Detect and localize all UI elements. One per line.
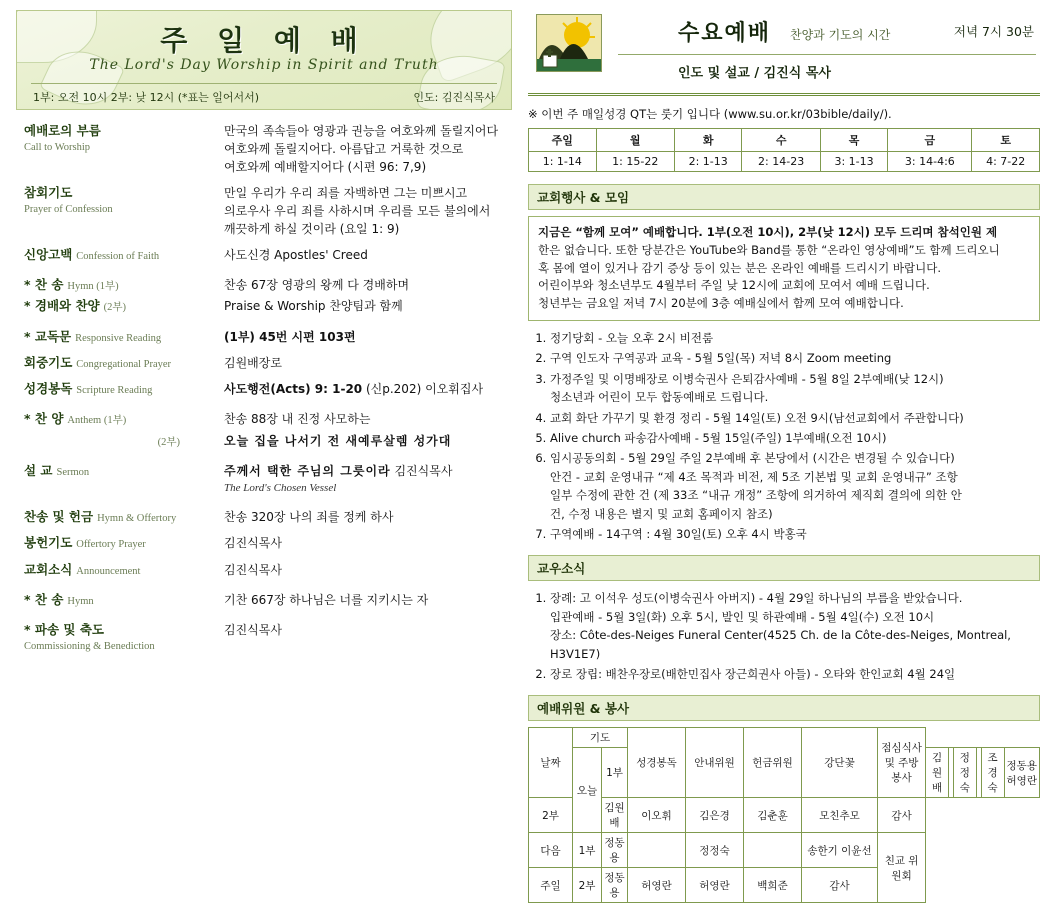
table-cell: 4: 7-22 — [972, 152, 1040, 172]
events-list — [528, 329, 1040, 543]
duty-kitchen: 정동용 허영란 — [1004, 748, 1040, 798]
table-header-cell: 수 — [742, 129, 820, 152]
order-value-line: 오늘 집을 나서기 전 새예루살렘 성가대 — [224, 433, 452, 448]
order-label-en: Scripture Reading — [76, 385, 153, 397]
fellowship-text: 장례: 고 이석우 성도(이병숙권사 아버지) - 4월 29일 하나님의 부름을 받았습니다. — [550, 591, 963, 606]
duty-offering — [744, 833, 802, 868]
scripture-reference: 사도행전(Acts) 9: 1-20 — [224, 382, 363, 397]
order-label-ko: * 교독문 — [24, 328, 72, 344]
order-label-ko: * 찬 양 — [24, 411, 64, 427]
order-label-en: Hymn — [67, 595, 94, 607]
wednesday-preacher: 인도 및 설교 / 김진식 목사 — [678, 66, 831, 81]
order-label-ko: 참회기도 — [24, 185, 73, 200]
order-label-ko: 교회소식 — [24, 561, 73, 577]
event-text: 구역예배 - 14구역 : 4월 30일(토) 오후 4시 박홍국 — [550, 526, 807, 541]
event-text: 구역 인도자 구역공과 교육 - 5월 5일(목) 저녁 8시 Zoom meeting — [550, 351, 892, 366]
table-header-cell: 금 — [888, 129, 972, 152]
section-header-events: 교회행사 & 모임 — [528, 184, 1040, 210]
order-value-line: 의로우사 우리 죄를 사하시며 우리를 모든 불의에서 — [224, 204, 491, 218]
order-label-ko: * 경배와 찬양 — [24, 298, 100, 314]
service-times: 1부: 오전 10시 2부: 낮 12시 (*표는 일어서서) — [33, 91, 260, 104]
notice-line: 혹 몸에 열이 있거나 감기 증상 등이 있는 분은 온라인 예배를 드리시기 바랍니다. — [538, 260, 942, 275]
order-row — [16, 561, 512, 579]
table-header-cell: 토 — [972, 129, 1040, 152]
section-header-duty: 예배위원 & 봉사 — [528, 695, 1040, 721]
duty-flower: 조경숙 — [981, 748, 1004, 798]
duty-flower: 송한기 이윤선 — [802, 833, 878, 868]
sermon-preacher: 김진식목사 — [390, 463, 453, 478]
duty-kitchen: 감사 — [878, 798, 926, 833]
wednesday-subtitle: 찬양과 기도의 시간 — [790, 28, 891, 42]
duty-scripture: 이오휘 — [628, 798, 686, 833]
table-header-cell: 점심식사 및 주방봉사 — [878, 728, 926, 798]
order-label-en: Announcement — [76, 565, 141, 577]
right-column — [520, 0, 1056, 900]
table-row — [529, 833, 1040, 868]
table-header-cell: 안내위원 — [686, 728, 744, 798]
order-label-en: (2부) — [157, 436, 180, 448]
table-header-cell: 화 — [674, 129, 742, 152]
order-row — [16, 508, 512, 526]
order-value-line: 깨끗하게 하실 것이라 (요일 1: 9) — [224, 222, 400, 236]
duty-prayer: 정동용 — [602, 833, 628, 868]
worship-notice — [528, 216, 1040, 321]
wednesday-title: 수요예배 — [678, 21, 772, 46]
order-label-en: Confession of Faith — [76, 251, 160, 262]
wednesday-service-header — [528, 10, 1040, 96]
table-header-cell: 성경봉독 — [628, 728, 686, 798]
order-row — [16, 276, 512, 294]
order-row — [16, 297, 512, 315]
order-row — [16, 328, 512, 346]
order-row — [16, 354, 512, 372]
page-title: 주 일 예 배 — [160, 24, 368, 57]
event-text: 정기당회 - 오늘 오후 2시 비전룸 — [550, 331, 714, 346]
service-leader: 인도: 김진식목사 — [413, 91, 495, 104]
left-column — [0, 0, 520, 816]
duty-part: 2부 — [529, 798, 573, 833]
event-text: 임시공동의회 - 5월 29일 주일 2부예배 후 본당에서 (시간은 변경될 수 있습니다) — [550, 451, 955, 466]
order-value-line: 김진식목사 — [224, 562, 282, 577]
duty-table — [528, 727, 1040, 903]
order-row — [16, 184, 512, 238]
list-item — [550, 665, 1040, 683]
list-item — [550, 349, 1040, 367]
table-cell: 1: 15-22 — [596, 152, 674, 172]
daily-bible-table — [528, 128, 1040, 172]
order-row — [16, 621, 512, 654]
header-divider — [618, 54, 1036, 55]
order-row — [16, 462, 512, 497]
church-logo-icon — [536, 14, 602, 72]
order-label-en: Commissioning & Benediction — [24, 641, 155, 653]
order-of-service — [16, 122, 512, 654]
event-text-cont: 건, 수정 내용은 별지 및 교회 홈페이지 참조) — [550, 506, 773, 521]
duty-scripture — [628, 833, 686, 868]
duty-offering: 백희준 — [744, 868, 802, 903]
order-value-line: 찬송 320장 나의 죄를 정케 하사 — [224, 510, 394, 525]
qt-note: ※ 이번 주 매일성경 QT는 룻기 입니다 (www.su.or.kr/03bible/daily/). — [528, 107, 892, 121]
fellowship-list — [528, 589, 1040, 683]
table-row — [529, 152, 1040, 172]
duty-usher: 김은경 — [686, 798, 744, 833]
order-value-line: 여호와께 예배할지어다 (시편 96: 7,9) — [224, 160, 427, 174]
page-subtitle: The Lord's Day Worship in Spirit and Truth — [89, 57, 439, 73]
table-header-cell: 주일 — [529, 129, 597, 152]
table-cell: 3: 1-13 — [820, 152, 888, 172]
event-text: 교회 화단 가꾸기 및 환경 정리 - 5월 14일(토) 오전 9시(남선교회에서 주관합니다) — [550, 410, 964, 425]
order-value-line: 김원배장로 — [224, 355, 282, 370]
order-value-line: 찬송 88장 내 진정 사모하는 — [224, 412, 371, 427]
order-label-ko: * 찬 송 — [24, 591, 64, 607]
duty-prayer: 김원배 — [602, 798, 628, 833]
order-value-line: 김진식목사 — [224, 536, 282, 551]
logo-svg — [537, 15, 601, 71]
header-divider — [31, 83, 497, 84]
duty-prayer: 정동용 — [602, 868, 628, 903]
sermon-title-ko: 주께서 택한 주님의 그릇이라 — [224, 463, 391, 478]
order-row — [16, 534, 512, 552]
order-value-line: 만국의 족속들아 영광과 권능을 여호와께 돌릴지어다 — [224, 124, 499, 138]
order-label-ko: 봉헌기도 — [24, 535, 73, 551]
notice-line: 어린이부와 청소년부도 4월부터 주일 낮 12시에 교회에 모여서 예배 드립니다. — [538, 278, 930, 293]
order-label-en: Hymn (1부) — [67, 281, 119, 293]
list-item — [550, 589, 1040, 663]
order-label-en: Sermon — [56, 466, 90, 478]
order-label-en: Call to Worship — [24, 142, 91, 154]
order-label-en: (2부) — [103, 302, 126, 314]
order-row — [16, 380, 512, 398]
order-label-en: Congregational Prayer — [76, 358, 172, 370]
event-text: Alive church 파송감사예배 - 5월 15일(주일) 1부예배(오전 10시) — [550, 431, 887, 446]
table-row — [529, 798, 1040, 833]
order-row — [16, 432, 512, 450]
table-row — [529, 728, 1040, 748]
duty-scripture: 허영란 — [628, 868, 686, 903]
table-cell: 3: 14-4:6 — [888, 152, 972, 172]
event-text-cont: 안건 - 교회 운영내규 “제 4조 목적과 비전, 제 5조 기본법 및 교회 운영내규” 조항 — [550, 469, 958, 484]
order-row — [16, 591, 512, 609]
duty-usher: 허영란 — [686, 868, 744, 903]
order-label-ko: 설 교 — [24, 462, 53, 478]
duty-day: 다음 — [529, 833, 573, 868]
duty-part: 2부 — [573, 868, 602, 903]
event-text: 가정주일 및 이명배장로 이병숙권사 은퇴감사예배 - 5월 8일 2부예배(낮 12시) — [550, 371, 944, 386]
duty-prayer: 김원배 — [926, 748, 949, 798]
notice-line: 청년부는 금요일 저녁 7시 20분에 3층 예배실에서 함께 모여 예배합니다. — [538, 296, 904, 311]
table-header-cell: 헌금위원 — [744, 728, 802, 798]
sermon-title-en: The Lord's Chosen Vessel — [224, 481, 337, 494]
wednesday-time: 저녁 7시 30분 — [953, 24, 1034, 39]
table-row — [529, 868, 1040, 903]
order-label-ko: * 찬 송 — [24, 277, 64, 293]
fellowship-text-cont: 입관예배 - 5월 3일(화) 오후 5시, 발인 및 하관예배 - 5월 4일(수) 오전 10시 — [550, 609, 935, 624]
duty-kitchen: 친교 위원회 — [878, 833, 926, 903]
scripture-detail: (신p.202) 이오휘집사 — [362, 382, 484, 397]
order-value-line: (1부) 45번 시편 103편 — [224, 329, 356, 344]
table-header-cell: 월 — [596, 129, 674, 152]
order-label-ko: 찬송 및 헌금 — [24, 509, 94, 525]
duty-usher: 정정숙 — [686, 833, 744, 868]
duty-part: 1부 — [573, 833, 602, 868]
table-row — [529, 129, 1040, 152]
order-value-line: 기찬 667장 하나님은 너를 지키시는 자 — [224, 592, 429, 607]
list-item — [550, 370, 1040, 407]
notice-line: 지금은 “함께 모여” 예배합니다. 1부(오전 10시), 2부(낮 12시) 모두 드리며 참석인원 제 — [538, 225, 998, 239]
order-row — [16, 122, 512, 176]
duty-part: 1부 — [602, 748, 628, 798]
duty-flower: 감사 — [802, 868, 878, 903]
duty-usher: 정정숙 — [953, 748, 976, 798]
duty-day: 오늘 — [573, 748, 602, 833]
table-header-cell: 목 — [820, 129, 888, 152]
table-cell: 2: 1-13 — [674, 152, 742, 172]
order-label-en: Responsive Reading — [75, 332, 162, 344]
order-label-ko: * 파송 및 축도 — [24, 622, 104, 638]
event-text-cont: 청소년과 어린이 모두 합동예배로 드립니다. — [550, 390, 769, 405]
order-label-en: Hymn & Offertory — [97, 513, 177, 525]
order-value-line: 만일 우리가 우리 죄를 자백하면 그는 미쁘시고 — [224, 186, 468, 200]
order-value-line: 찬송 67장 영광의 왕께 다 경배하며 — [224, 278, 410, 293]
order-label-ko: 예배로의 부름 — [24, 123, 101, 138]
duty-day: 주일 — [529, 868, 573, 903]
sunday-service-header — [16, 10, 512, 110]
list-item — [550, 525, 1040, 543]
order-label-en: Prayer of Confession — [24, 204, 113, 216]
event-text-cont: 일부 수정에 관한 건 (제 33조 “내규 개정” 조항에 의거하여 제직회 결의에 의한 안 — [550, 488, 962, 503]
table-header-cell: 날짜 — [529, 728, 573, 798]
fellowship-text-cont: 장소: Côte-des-Neiges Funeral Center(4525 Ch. de la Côte-des-Neiges, Montreal, H3V1E7) — [550, 628, 1011, 661]
list-item — [550, 449, 1040, 523]
order-row — [16, 410, 512, 428]
order-label-ko: 성경봉독 — [24, 381, 73, 397]
order-value-line: 김진식목사 — [224, 623, 282, 638]
order-value-line: 여호와께 돌릴지어다. 아름답고 거룩한 것으로 — [224, 142, 464, 156]
table-cell: 1: 1-14 — [529, 152, 597, 172]
table-header-cell: 기도 — [573, 728, 628, 748]
order-label-ko: 회중기도 — [24, 354, 73, 370]
list-item — [550, 329, 1040, 347]
table-cell: 2: 14-23 — [742, 152, 820, 172]
order-row — [16, 246, 512, 264]
list-item — [550, 429, 1040, 447]
order-value-line: 사도신경 Apostles' Creed — [224, 248, 368, 262]
section-header-fellowship: 교우소식 — [528, 555, 1040, 581]
order-label-ko: 신앙고백 — [24, 247, 73, 262]
notice-line: 한은 없습니다. 또한 당분간은 YouTube와 Band를 통한 “온라인 영상예배”도 함께 드리오니 — [538, 242, 1000, 257]
order-label-en: Offertory Prayer — [76, 539, 146, 551]
order-label-en: Anthem (1부) — [67, 415, 127, 427]
duty-flower: 모친추모 — [802, 798, 878, 833]
list-item — [550, 409, 1040, 427]
fellowship-text: 장로 장립: 배찬우장로(배한민집사 장근희권사 아들) - 오타와 한인교회 4월 24일 — [550, 666, 956, 681]
duty-offering: 김춘훈 — [744, 798, 802, 833]
order-value-line: Praise & Worship 찬양팀과 함께 — [224, 299, 403, 314]
table-header-cell: 강단꽃 — [802, 728, 878, 798]
